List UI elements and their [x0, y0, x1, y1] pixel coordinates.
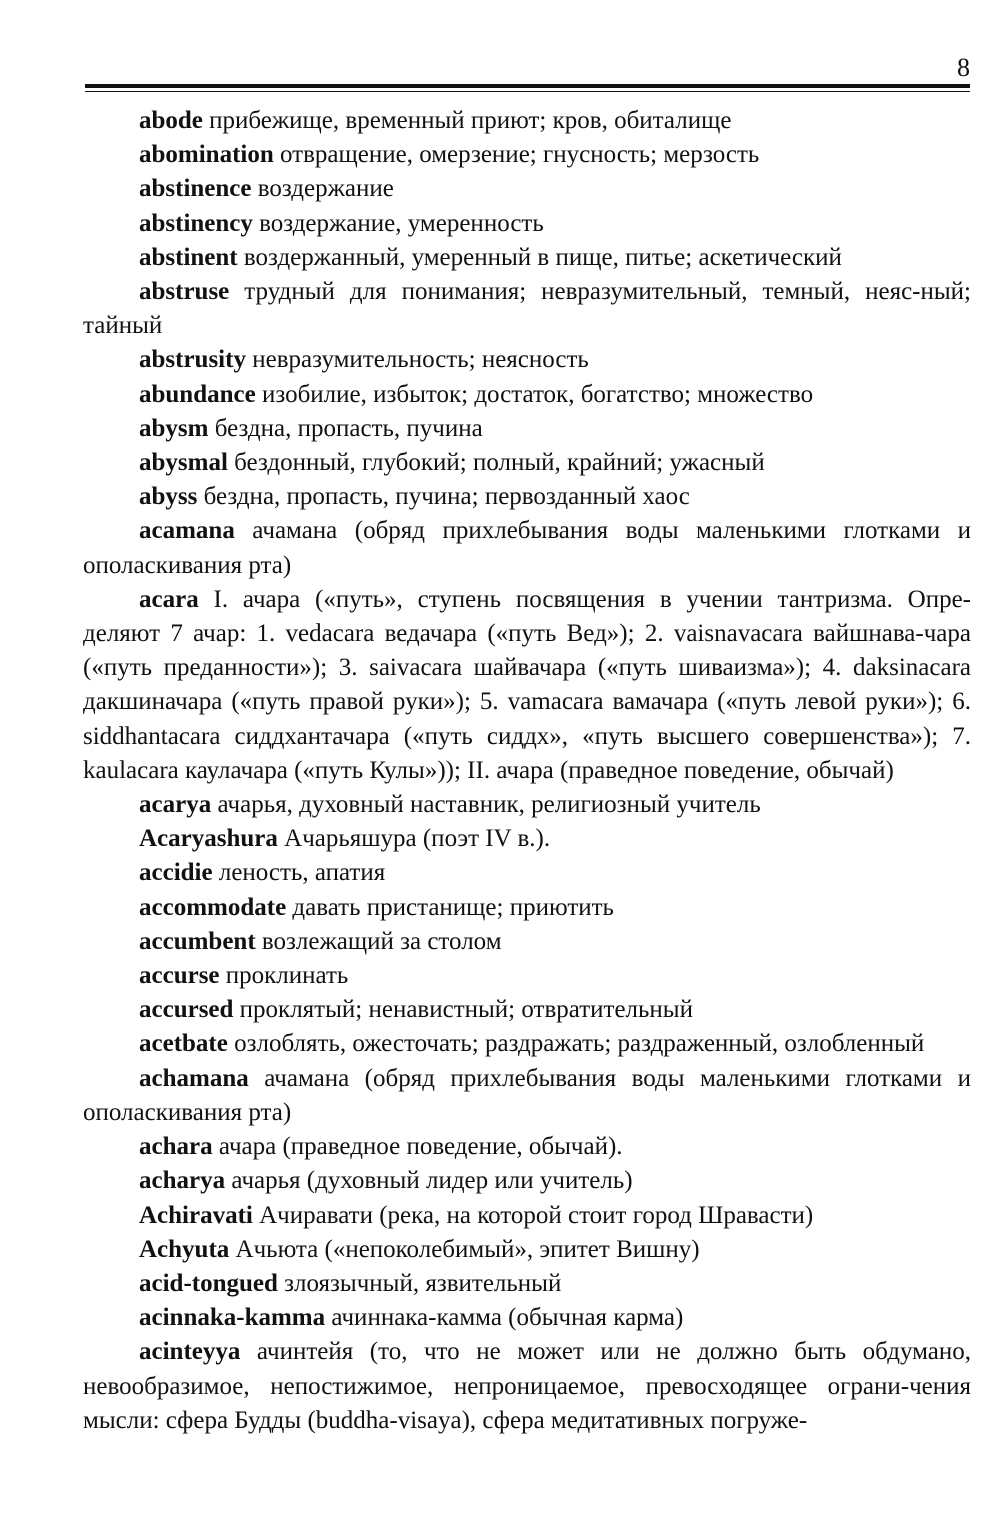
definition: прибежище, временный приют; кров, обиталище — [202, 107, 732, 134]
headword: abysm — [139, 414, 209, 442]
dictionary-entry — [83, 1164, 971, 1198]
definition: I. ачара («путь», ступень посвящения в учении тантризма. Опре-деляют 7 ачар: 1. vedacara ведачара («путь Вед»); 2. vaisnavacara вайшнава-чара («путь преданности»); 3. saivacara шайвачара («путь шиваизма»); 4. daksinacara дакшиначара («путь правой руки»); 5. vamacara вамачара («путь левой руки»); 6. siddhantacara сиддхантачара («путь сиддх», «путь высшего совершенства»); 7. kaulacara каулачара («путь Кулы»)); II. ачара (праведное поведение, обычай) — [83, 585, 971, 784]
dictionary-entry — [83, 993, 971, 1027]
dictionary-entry — [83, 378, 971, 412]
dictionary-entry — [83, 1267, 971, 1301]
dictionary-entry — [83, 138, 971, 172]
headword: accommodate — [139, 893, 287, 921]
headword: acetbate — [139, 1030, 228, 1058]
header-rule — [85, 84, 970, 88]
dictionary-entry — [83, 925, 971, 959]
definition: трудный для понимания; невразумительный, темный, неяс-ный; тайный — [83, 278, 971, 340]
headword: abysmal — [139, 449, 228, 477]
definition: проклинать — [219, 962, 349, 990]
headword: abstruse — [139, 278, 230, 306]
definition: Ачиравати (река, на которой стоит город Шравасти) — [252, 1201, 814, 1229]
dictionary-entry — [83, 959, 971, 993]
dictionary-entry — [83, 1027, 971, 1061]
definition: бездонный, глубокий; полный, крайний; ужасный — [227, 449, 765, 477]
dictionary-entry — [83, 275, 971, 343]
headword: accidie — [139, 859, 213, 887]
headword: abode — [139, 107, 203, 134]
dictionary-entry — [83, 480, 971, 514]
dictionary-entry — [83, 856, 971, 890]
headword: achara — [139, 1133, 213, 1161]
definition: невразумительность; неясность — [245, 346, 589, 374]
definition: злоязычный, язвительный — [277, 1269, 562, 1297]
dictionary-entry — [83, 1130, 971, 1164]
dictionary-entry — [83, 583, 971, 788]
dictionary-entry — [83, 1062, 971, 1130]
headword: Achyuta — [139, 1235, 230, 1263]
page-number: 8 — [957, 53, 970, 82]
headword: acarya — [139, 791, 212, 819]
definition: ачарья, духовный наставник, религиозный учитель — [211, 791, 761, 819]
dictionary-entry — [83, 1301, 971, 1335]
dictionary-entry — [83, 412, 971, 446]
definition: леность, апатия — [212, 859, 386, 887]
definition: возлежащий за столом — [255, 927, 502, 955]
headword: accurse — [139, 962, 220, 990]
definition: ачамана (обряд прихлебывания воды маленькими глотками и ополаскивания рта) — [83, 517, 971, 579]
definition: ачарья (духовный лидер или учитель) — [225, 1167, 633, 1195]
dictionary-entry — [83, 241, 971, 275]
headword: Acaryashura — [139, 825, 278, 853]
dictionary-entry — [83, 1335, 971, 1438]
headword: acinnaka-kamma — [139, 1304, 326, 1332]
headword: achamana — [139, 1064, 249, 1092]
definition: ачара (праведное поведение, обычай). — [212, 1133, 623, 1161]
dictionary-entry — [83, 514, 971, 582]
dictionary-entry — [83, 1233, 971, 1267]
headword: acinteyya — [139, 1338, 241, 1366]
headword: abomination — [139, 141, 274, 169]
definition: воздержанный, умеренный в пище, питье; аскетический — [237, 243, 842, 271]
headword: abstinence — [139, 175, 252, 203]
headword: abstinent — [139, 243, 238, 271]
headword: acamana — [139, 517, 235, 545]
definition: воздержание — [251, 175, 394, 203]
headword: acid-tongued — [139, 1269, 278, 1297]
headword: Achiravati — [139, 1201, 253, 1229]
definition: давать пристанище; приютить — [286, 893, 614, 921]
dictionary-entry — [83, 891, 971, 925]
dictionary-entry — [83, 788, 971, 822]
headword: accumbent — [139, 927, 256, 955]
headword: acharya — [139, 1167, 226, 1195]
definition: бездна, пропасть, пучина; первозданный хаос — [197, 483, 690, 511]
headword: accursed — [139, 996, 234, 1024]
definition: проклятый; ненавистный; отвратительный — [233, 996, 693, 1024]
definition: ачиннака-камма (обычная карма) — [325, 1304, 684, 1332]
definition: изобилие, избыток; достаток, богатство; множество — [255, 380, 814, 408]
definition: воздержание, умеренность — [252, 209, 544, 237]
definition: бездна, пропасть, пучина — [208, 414, 483, 442]
dictionary-entry — [83, 343, 971, 377]
definition: отвращение, омерзение; гнусность; мерзость — [273, 141, 760, 169]
dictionary-body — [83, 104, 971, 1438]
dictionary-entry — [83, 104, 971, 138]
definition: Ачарьяшура (поэт IV в.). — [277, 825, 551, 853]
dictionary-entry — [83, 446, 971, 480]
header-rule-thin — [85, 91, 970, 92]
headword: abundance — [139, 380, 256, 408]
headword: abstinency — [139, 209, 253, 237]
definition: Ачьюта («непоколебимый», эпитет Вишну) — [229, 1235, 700, 1263]
headword: acara — [139, 585, 199, 613]
definition: ачинтейя (то, что не может или не должно быть обдумано, невообразимое, непостижимое, непроницаемое, превосходящее ограни-чения мысли: сфера Будды (buddha-visaya), сфера медитативных погруже- — [83, 1338, 971, 1434]
dictionary-entry — [83, 822, 971, 856]
headword: abyss — [139, 483, 198, 511]
dictionary-entry — [83, 207, 971, 241]
definition: озлоблять, ожесточать; раздражать; раздраженный, озлобленный — [227, 1030, 925, 1058]
dictionary-entry — [83, 1199, 971, 1233]
headword: abstrusity — [139, 346, 246, 374]
dictionary-entry — [83, 172, 971, 206]
definition: ачамана (обряд прихлебывания воды маленькими глотками и ополаскивания рта) — [83, 1064, 971, 1126]
